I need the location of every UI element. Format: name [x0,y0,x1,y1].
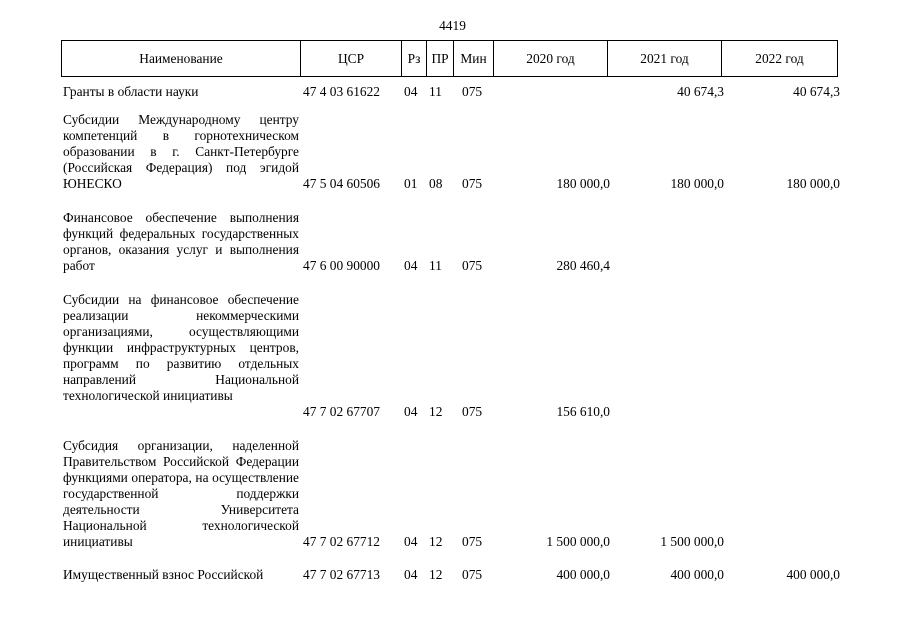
row-2021: 400 000,0 [670,567,724,582]
row-pr: 12 [429,534,443,549]
row-csr: 47 6 00 90000 [303,258,380,273]
header-2021: 2021 год [608,41,722,77]
row-pr: 08 [429,176,443,191]
row-rz: 01 [404,176,418,191]
row-csr: 47 4 03 61622 [303,84,380,99]
table-row [0,210,905,274]
row-2020: 280 460,4 [556,258,610,273]
row-pr: 11 [429,258,442,273]
row-name: Гранты в области науки [63,84,199,99]
row-min: 075 [462,176,483,191]
row-2022: 180 000,0 [786,176,840,191]
row-2020: 1 500 000,0 [546,534,610,549]
row-min: 075 [462,258,483,273]
row-rz: 04 [404,84,418,99]
row-csr: 47 5 04 60506 [303,176,380,191]
header-csr: ЦСР [301,41,402,77]
row-min: 075 [462,567,483,582]
row-rz: 04 [404,258,418,273]
row-min: 075 [462,404,483,419]
page-number: 4419 [439,18,466,33]
row-2020: 400 000,0 [556,567,610,582]
header-2020: 2020 год [494,41,608,77]
row-name: Субсидии на финансовое обеспечение реализации некоммерческими организациями, осуществляющими функции инфраструктурных центров, программ по развитию отдельных направлений Национальной технологической инициативы [63,292,299,403]
table-row [0,112,905,192]
row-rz: 04 [404,567,418,582]
row-rz: 04 [404,534,418,549]
row-min: 075 [462,84,483,99]
table-row [0,292,905,420]
row-name: Субсидии Международному центру компетенций в горнотехническом образовании в г. Санкт-Петербурге (Российская Федерация) под эгидой ЮНЕСКО [63,112,299,191]
row-2021: 180 000,0 [670,176,724,191]
row-csr: 47 7 02 67712 [303,534,380,549]
row-csr: 47 7 02 67713 [303,567,380,582]
row-pr: 12 [429,404,443,419]
row-2022: 40 674,3 [793,84,840,99]
row-pr: 12 [429,567,443,582]
row-name: Финансовое обеспечение выполнения функций федеральных государственных органов, оказания услуг и выполнения работ [63,210,299,273]
row-pr: 11 [429,84,442,99]
row-csr: 47 7 02 67707 [303,404,380,419]
header-2022: 2022 год [722,41,838,77]
header-name: Наименование [62,41,301,77]
row-name: Субсидия организации, наделенной Правительством Российской Федерации функциями оператора, на осуществление государственной поддержки деятельности Университета Национальной технологической инициативы [63,438,299,549]
row-rz: 04 [404,404,418,419]
header-rz: Рз [402,41,427,77]
row-2020: 156 610,0 [556,404,610,419]
row-2022: 400 000,0 [786,567,840,582]
table-row [0,567,905,583]
row-2020: 180 000,0 [556,176,610,191]
table-row [0,438,905,550]
row-min: 075 [462,534,483,549]
row-2021: 1 500 000,0 [660,534,724,549]
row-name: Имущественный взнос Российской [63,567,264,582]
table-row [0,84,905,100]
header-pr: ПР [427,41,454,77]
table-header [61,40,838,77]
row-2021: 40 674,3 [677,84,724,99]
header-min: Мин [454,41,494,77]
